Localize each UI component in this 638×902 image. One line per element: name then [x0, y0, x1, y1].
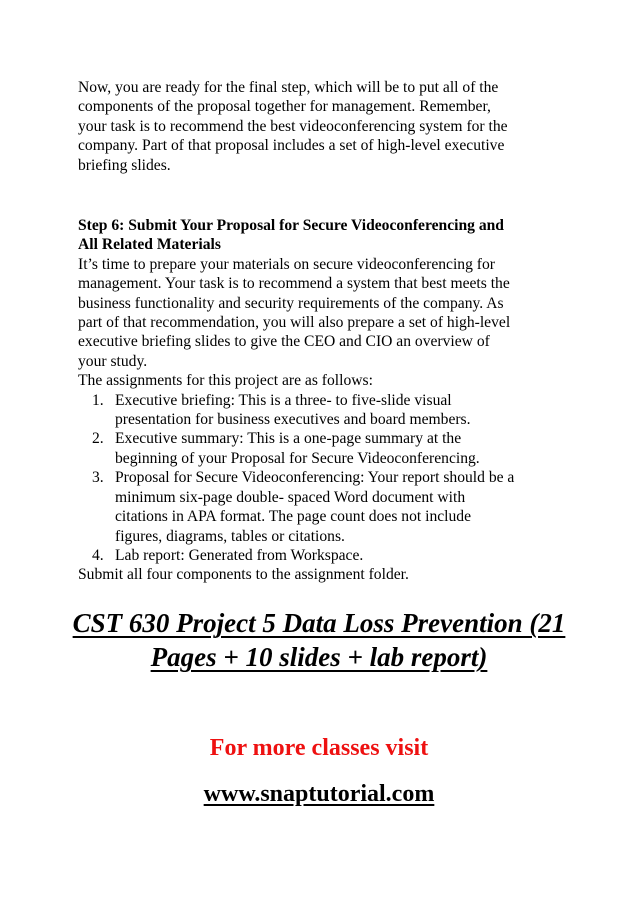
list-item-line: Lab report: Generated from Workspace. [115, 546, 364, 564]
intro-line: company. Part of that proposal includes a set of high-level executive [78, 137, 505, 155]
list-item [92, 468, 568, 546]
step-body-line: executive briefing slides to give the CEO and CIO an overview of [78, 333, 490, 351]
step-body-line: It’s time to prepare your materials on secure videoconferencing for [78, 255, 495, 273]
intro-line: Now, you are ready for the final step, which will be to put all of the [78, 79, 499, 96]
list-item [92, 546, 568, 565]
step-body-line: business functionality and security requirements of the company. As [78, 294, 504, 312]
list-item-number: 1. [92, 391, 104, 409]
list-item-line: Proposal for Secure Videoconferencing: Your report should be a [115, 469, 515, 487]
step-body-line: your study. [78, 352, 148, 370]
list-item-line: Executive summary: This is a one-page summary at the [115, 430, 462, 448]
course-title-line: Pages + 10 slides + lab report) [150, 642, 488, 672]
list-item-line: citations in APA format. The page count does not include [115, 508, 472, 526]
step-6-section [78, 216, 568, 585]
list-item-line: beginning of your Proposal for Secure Videoconferencing. [115, 449, 480, 467]
list-item [92, 429, 568, 468]
assignment-list [78, 391, 568, 566]
step-body-line: management. Your task is to recommend a system that best meets the [78, 275, 510, 293]
list-item-line: figures, diagrams, tables or citations. [115, 527, 345, 545]
intro-line: briefing slides. [78, 156, 171, 174]
intro-line: components of the proposal together for management. Remember, [78, 98, 491, 116]
course-title-line: CST 630 Project 5 Data Loss Prevention (21 [72, 608, 566, 638]
step-heading-line: Step 6: Submit Your Proposal for Secure Videoconferencing and [78, 217, 504, 234]
list-item-line: minimum six-page double- spaced Word document with [115, 488, 466, 506]
list-item [92, 391, 568, 430]
website-link[interactable]: www.snaptutorial.com [203, 781, 435, 807]
closing-line: Submit all four components to the assignment folder. [78, 566, 409, 584]
intro-paragraph [78, 78, 568, 175]
list-item-line: presentation for business executives and board members. [115, 411, 471, 429]
step-heading-line: All Related Materials [78, 236, 221, 254]
course-title [0, 606, 638, 674]
list-item-line: Executive briefing: This is a three- to five-slide visual [115, 391, 452, 409]
assignments-intro: The assignments for this project are as follows: [78, 372, 373, 390]
intro-line: your task is to recommend the best videoconferencing system for the [78, 117, 508, 135]
promo-text: For more classes visit [209, 735, 429, 761]
list-item-number: 4. [92, 546, 104, 564]
step-body-line: part of that recommendation, you will also prepare a set of high-level [78, 314, 511, 332]
list-item-number: 2. [92, 430, 104, 448]
list-item-number: 3. [92, 469, 104, 487]
